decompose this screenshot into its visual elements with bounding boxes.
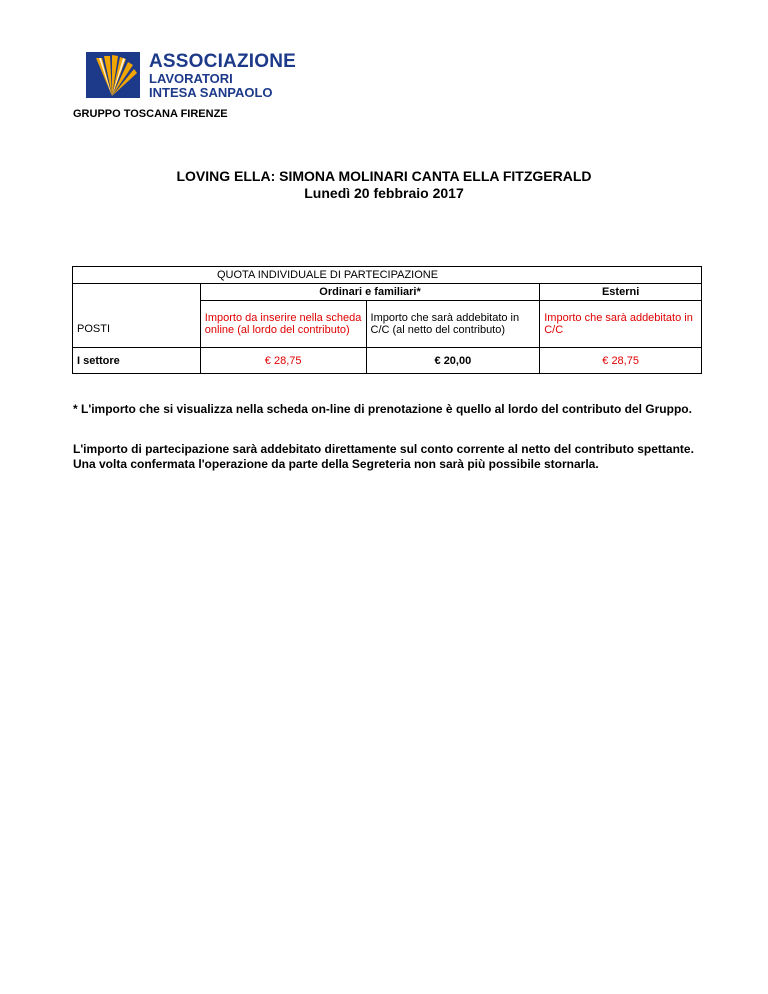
- event-title: LOVING ELLA: SIMONA MOLINARI CANTA ELLA FITZGERALD: [176, 168, 592, 184]
- association-logo: [86, 52, 296, 98]
- payment-note: L'importo di partecipazione sarà addebitato direttamente sul conto corrente al netto del contributo spettante.: [73, 442, 694, 456]
- price-table: [72, 266, 702, 374]
- confirmation-note: Una volta confermata l'operazione da parte della Segreteria non sarà più possibile stornarla.: [73, 457, 599, 471]
- payment-notes: [73, 442, 703, 472]
- row-esterni: € 28,75: [540, 348, 702, 374]
- logo-text-line3: INTESA SANPAOLO: [149, 84, 273, 100]
- header-esterni-importo: Importo che sarà addebitato in C/C: [540, 301, 702, 348]
- footnote-text: * L'importo che si visualizza nella scheda on-line di prenotazione è quello al lordo del contributo del Gruppo.: [73, 402, 692, 416]
- row-lordo: € 28,75: [200, 348, 366, 374]
- group-name: GRUPPO TOSCANA FIRENZE: [73, 108, 228, 120]
- header-ordinari-netto: Importo che sarà addebitato in C/C (al netto del contributo): [366, 301, 540, 348]
- table-caption-row: [73, 267, 702, 284]
- row-settore: I settore: [73, 348, 201, 374]
- logo-mark-icon: [86, 52, 140, 98]
- header-esterni: Esterni: [540, 284, 702, 301]
- table-row: [73, 348, 702, 374]
- event-date: Lunedì 20 febbraio 2017: [304, 185, 464, 201]
- footnote: [73, 402, 703, 417]
- table-caption: QUOTA INDIVIDUALE DI PARTECIPAZIONE: [73, 267, 702, 284]
- header-ordinari: Ordinari e familiari*: [200, 284, 539, 301]
- header-posti: POSTI: [73, 284, 201, 348]
- header-ordinari-lordo: Importo da inserire nella scheda online (al lordo del contributo): [200, 301, 366, 348]
- logo-text-line2: LAVORATORI: [149, 70, 233, 86]
- logo-text-line1: ASSOCIAZIONE: [149, 50, 297, 72]
- table-group-row: [73, 284, 702, 301]
- row-netto: € 20,00: [366, 348, 540, 374]
